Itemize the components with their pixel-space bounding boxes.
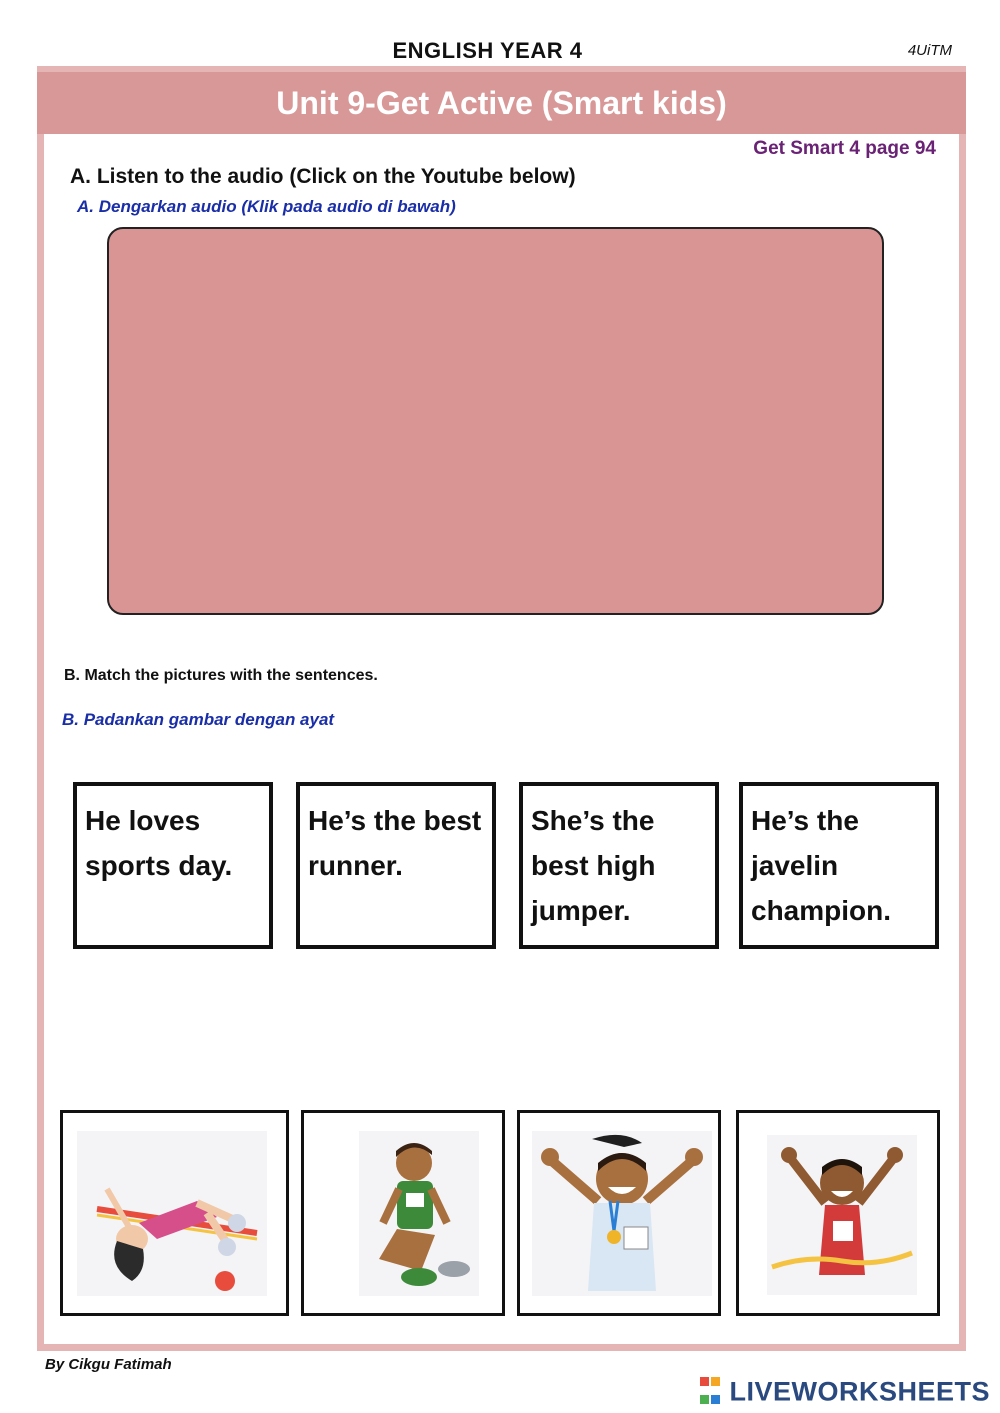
sentence-card-3[interactable] <box>519 782 719 949</box>
sentence-line: runner. <box>308 850 403 881</box>
instruction-a-malay: A. Dengarkan audio (Klik pada audio di bawah) <box>77 197 456 216</box>
sentence-line: She’s the <box>531 805 655 836</box>
liveworksheets-logo-icon <box>699 1374 721 1410</box>
youtube-audio-player[interactable] <box>107 227 884 615</box>
author-byline: By Cikgu Fatimah <box>45 1356 172 1373</box>
worksheet-header-title: ENGLISH YEAR 4 <box>392 38 583 63</box>
sentence-line: best high <box>531 850 656 881</box>
picture-card-2[interactable] <box>301 1110 505 1316</box>
sentence-line: He loves <box>85 805 201 836</box>
instruction-b-malay: B. Padankan gambar dengan ayat <box>62 710 335 729</box>
worksheet-code: 4UiTM <box>907 42 952 59</box>
liveworksheets-brand-text: LIVEWORKSHEETS <box>729 1376 990 1407</box>
high-jump-girl-picture <box>77 1131 267 1296</box>
sentence-card-2[interactable] <box>296 782 496 949</box>
sentence-line: jumper. <box>531 895 631 926</box>
sentence-card-4[interactable] <box>739 782 939 949</box>
sentence-line: sports day. <box>85 850 233 881</box>
sentence-line: He’s the <box>751 805 859 836</box>
unit-banner: Unit 9-Get Active (Smart kids) <box>37 72 966 134</box>
liveworksheets-logo[interactable] <box>699 1374 990 1408</box>
finish-line-boy-picture <box>767 1135 917 1295</box>
medal-champion-boy-picture <box>532 1131 712 1296</box>
kneeling-runner-boy-picture <box>359 1131 479 1296</box>
sentence-line: javelin <box>751 850 839 881</box>
picture-card-3[interactable] <box>517 1110 721 1316</box>
sentence-line: He’s the best <box>308 805 482 836</box>
sentence-card-1[interactable] <box>73 782 273 949</box>
instruction-a: A. Listen to the audio (Click on the Youtube below) <box>70 165 576 188</box>
sentence-line: champion. <box>751 895 892 926</box>
picture-card-1[interactable] <box>60 1110 289 1316</box>
book-reference: Get Smart 4 page 94 <box>753 138 936 159</box>
picture-card-4[interactable] <box>736 1110 940 1316</box>
instruction-b: B. Match the pictures with the sentences. <box>64 667 378 684</box>
